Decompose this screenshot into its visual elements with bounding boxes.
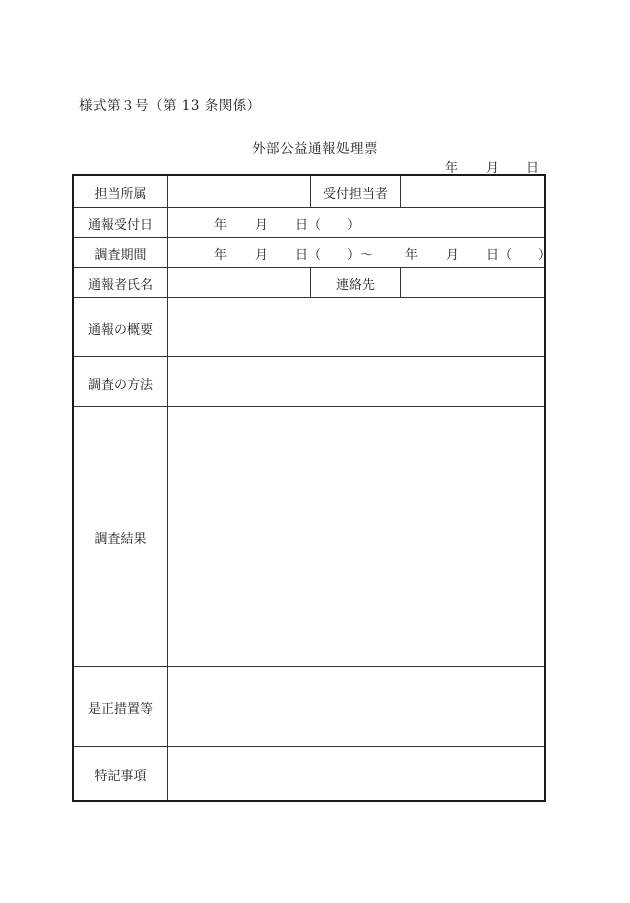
result-field[interactable] bbox=[168, 407, 544, 666]
header-day-label: 日 bbox=[526, 161, 540, 176]
received-year-label: 年 bbox=[214, 218, 228, 233]
reporter-name-field[interactable] bbox=[168, 268, 310, 297]
period-start-month-label: 月 bbox=[255, 248, 269, 263]
received-date-field[interactable] bbox=[168, 208, 544, 237]
method-field[interactable] bbox=[168, 357, 544, 406]
period-start-day-label: 日（ ）～ bbox=[295, 248, 374, 263]
period-start-year-label: 年 bbox=[214, 248, 228, 263]
period-end-month-label: 月 bbox=[446, 248, 460, 263]
form-table bbox=[72, 174, 552, 802]
header-year-label: 年 bbox=[445, 161, 459, 176]
remarks-label: 特記事項 bbox=[94, 769, 147, 784]
result-label: 調査結果 bbox=[94, 532, 147, 547]
received-day-label: 日（ ） bbox=[295, 218, 361, 233]
corrective-measures-field[interactable] bbox=[168, 667, 544, 746]
received-date-label: 通報受付日 bbox=[87, 218, 153, 233]
investigation-period-field[interactable] bbox=[168, 238, 544, 267]
period-end-day-label: 日（ ） bbox=[486, 248, 552, 263]
method-label: 調査の方法 bbox=[87, 378, 153, 393]
receiver-label: 受付担当者 bbox=[322, 187, 388, 202]
summary-label: 通報の概要 bbox=[87, 323, 153, 338]
department-label: 担当所属 bbox=[94, 187, 147, 202]
receiver-field[interactable] bbox=[401, 176, 544, 207]
investigation-period-label: 調査期間 bbox=[94, 248, 147, 263]
form-title: 外部公益通報処理票 bbox=[252, 141, 378, 157]
reporter-name-label: 通報者氏名 bbox=[87, 278, 153, 293]
form-number: 様式第３号（第 13 条関係） bbox=[79, 98, 261, 114]
received-month-label: 月 bbox=[255, 218, 269, 233]
remarks-field[interactable] bbox=[168, 747, 544, 800]
summary-field[interactable] bbox=[168, 298, 544, 356]
corrective-measures-label: 是正措置等 bbox=[87, 702, 153, 717]
department-field[interactable] bbox=[168, 176, 310, 207]
header-month-label: 月 bbox=[486, 161, 500, 176]
contact-field[interactable] bbox=[401, 268, 544, 297]
period-end-year-label: 年 bbox=[405, 248, 419, 263]
contact-label: 連絡先 bbox=[335, 278, 375, 293]
